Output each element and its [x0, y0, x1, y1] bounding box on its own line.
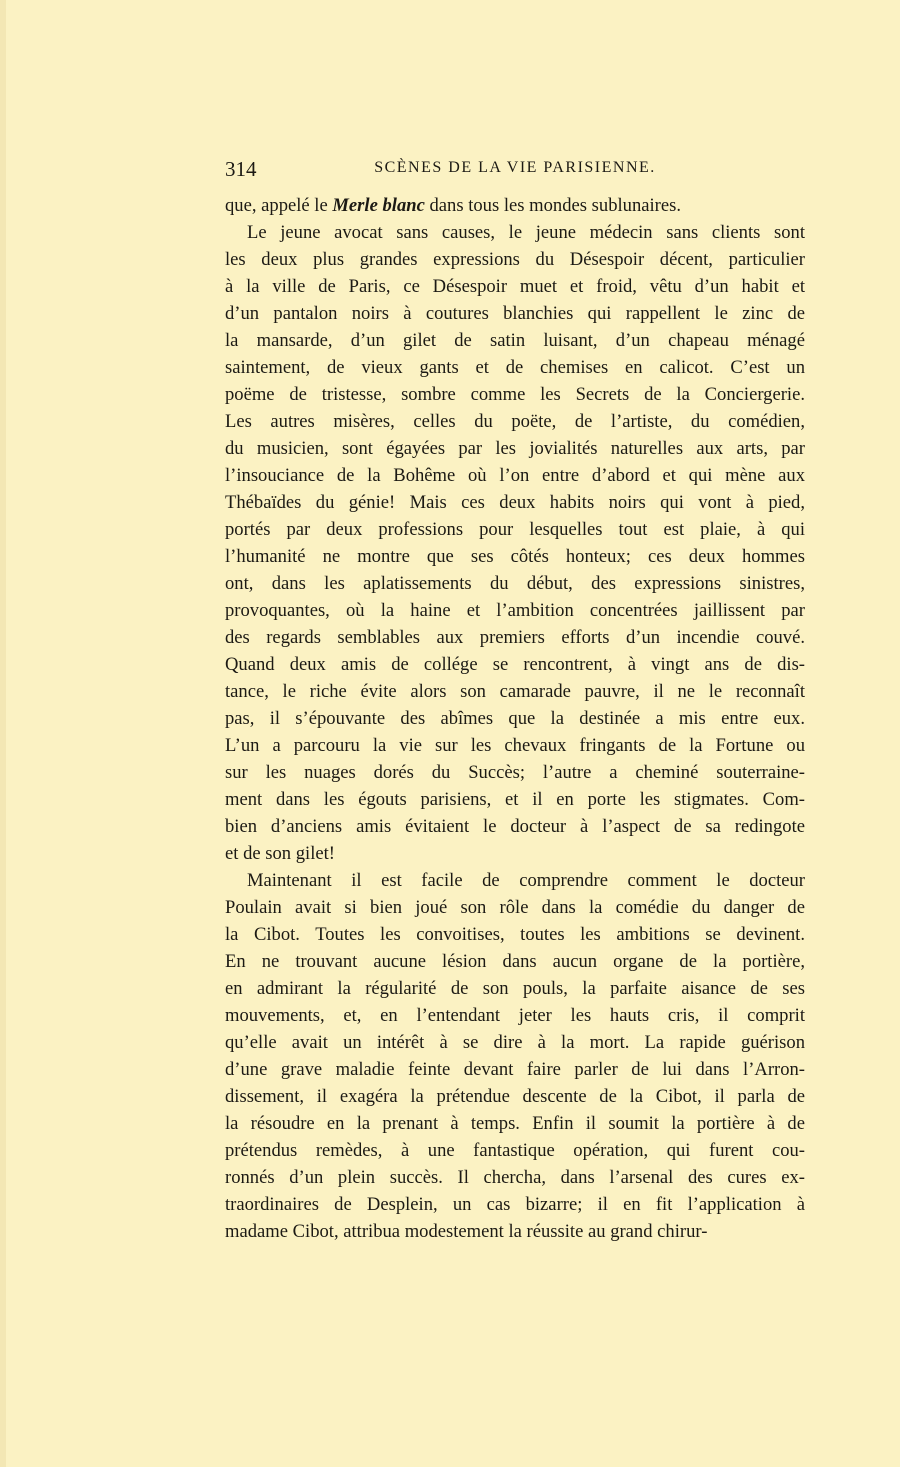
text-line: du musicien, sont égayées par les jovialités naturelles aux arts, par — [225, 438, 805, 459]
paragraph-start-line: Maintenant il est facile de comprendre comment le docteur — [247, 870, 805, 891]
text-segment: dans tous les mondes sublunaires. — [424, 195, 681, 216]
text-line: à la ville de Paris, ce Désespoir muet et froid, vêtu d’un habit et — [225, 276, 805, 297]
text-line: provoquantes, où la haine et l’ambition concentrées jaillissent par — [225, 600, 805, 621]
text-line: Thébaïdes du génie! Mais ces deux habits noirs qui vont à pied, — [225, 492, 805, 513]
text-line: sur les nuages dorés du Succès; l’autre a cheminé souterraine- — [225, 762, 805, 783]
text-line: les deux plus grandes expressions du Désespoir décent, particulier — [225, 249, 805, 270]
text-line: Les autres misères, celles du poëte, de l’artiste, du comédien, — [225, 411, 805, 432]
text-line: dissement, il exagéra la prétendue descente de la Cibot, il parla de — [225, 1086, 805, 1107]
text-line: Quand deux amis de collége se rencontrent, à vingt ans de dis- — [225, 654, 805, 675]
text-line: traordinaires de Desplein, un cas bizarre; il en fit l’application à — [225, 1194, 805, 1215]
text-line: d’un pantalon noirs à coutures blanchies qui rappellent le zinc de — [225, 303, 805, 324]
page-header — [225, 157, 805, 183]
text-line: ronnés d’un plein succès. Il chercha, dans l’arsenal des cures ex- — [225, 1167, 805, 1188]
text-line: la résoudre en la prenant à temps. Enfin il soumit la portière à de — [225, 1113, 805, 1134]
body-text — [225, 192, 805, 1245]
text-line: poëme de tristesse, sombre comme les Secrets de la Conciergerie. — [225, 384, 805, 405]
text-line: bien d’anciens amis évitaient le docteur à l’aspect de sa redingote — [225, 816, 805, 837]
text-line: en admirant la régularité de son pouls, la parfaite aisance de ses — [225, 978, 805, 999]
text-line: des regards semblables aux premiers efforts d’un incendie couvé. — [225, 627, 805, 648]
text-line: saintement, de vieux gants et de chemises en calicot. C’est un — [225, 357, 805, 378]
text-line: ont, dans les aplatissements du début, des expressions sinistres, — [225, 573, 805, 594]
text-line: l’humanité ne montre que ses côtés honteux; ces deux hommes — [225, 546, 805, 567]
text-line: l’insouciance de la Bohême où l’on entre d’abord et qui mène aux — [225, 465, 805, 486]
text-line: tance, le riche évite alors son camarade pauvre, il ne le reconnaît — [225, 681, 805, 702]
text-line: portés par deux professions pour lesquelles tout est plaie, à qui — [225, 519, 805, 540]
text-line: ment dans les égouts parisiens, et il en porte les stigmates. Com- — [225, 789, 805, 810]
text-line: d’une grave maladie feinte devant faire parler de lui dans l’Arron- — [225, 1059, 805, 1080]
text-line: mouvements, et, en l’entendant jeter les hauts cris, il comprit — [225, 1005, 805, 1026]
text-line — [225, 192, 805, 219]
text-segment: que, appelé le — [225, 195, 333, 216]
scan-edge — [0, 0, 6, 1467]
text-line: pas, il s’épouvante des abîmes que la destinée a mis entre eux. — [225, 708, 805, 729]
italic-phrase: Merle blanc — [332, 195, 425, 216]
text-line: et de son gilet! — [225, 843, 335, 864]
running-title: SCÈNES DE LA VIE PARISIENNE. — [374, 159, 656, 176]
page-number: 314 — [225, 157, 257, 181]
text-line: Poulain avait si bien joué son rôle dans la comédie du danger de — [225, 897, 805, 918]
text-line: En ne trouvant aucune lésion dans aucun organe de la portière, — [225, 951, 805, 972]
paragraph-start-line: Le jeune avocat sans causes, le jeune médecin sans clients sont — [247, 222, 805, 243]
text-line: la Cibot. Toutes les convoitises, toutes les ambitions se devinent. — [225, 924, 805, 945]
text-line: prétendus remèdes, à une fantastique opération, qui furent cou- — [225, 1140, 805, 1161]
text-line: qu’elle avait un intérêt à se dire à la mort. La rapide guérison — [225, 1032, 805, 1053]
text-line: L’un a parcouru la vie sur les chevaux fringants de la Fortune ou — [225, 735, 805, 756]
text-line: madame Cibot, attribua modestement la réussite au grand chirur- — [225, 1221, 708, 1242]
text-line: la mansarde, d’un gilet de satin luisant, d’un chapeau ménagé — [225, 330, 805, 351]
